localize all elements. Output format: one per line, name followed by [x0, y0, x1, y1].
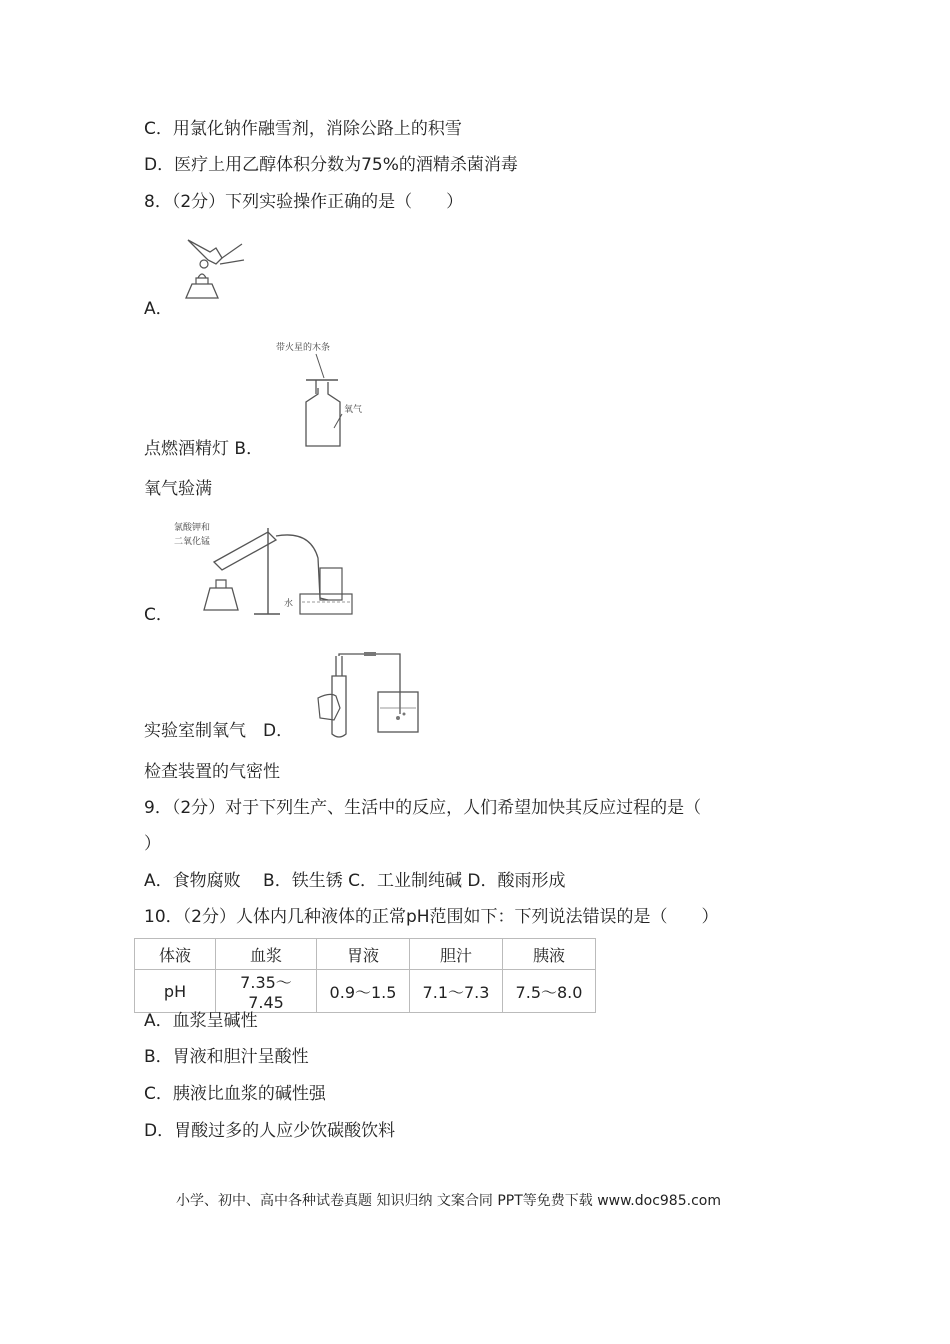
- q9-stem-line1: 9．（2分）对于下列生产、生活中的反应，人们希望加快其反应过程的是（: [144, 798, 702, 818]
- q7-option-c: C．用氯化钠作融雪剂，消除公路上的积雪: [144, 119, 462, 139]
- q8-caption-c-d: 实验室制氧气 D．: [144, 721, 294, 741]
- q9-stem-line2: ）: [144, 834, 161, 854]
- q8-label-c: C．: [144, 605, 173, 625]
- table-cell: 7.35～7.45: [216, 970, 317, 1013]
- q10-option-c: C．胰液比血浆的碱性强: [144, 1084, 326, 1104]
- figure-airtightness-check: [306, 652, 426, 740]
- q10-option-a: A．血浆呈碱性: [144, 1011, 258, 1031]
- ph-table-value-row: [135, 970, 596, 1013]
- footer-text: 小学、初中、高中各种试卷真题 知识归纳 文案合同 PPT等免费下载 www.doc985.com: [176, 1193, 721, 1209]
- fig-c-text-2: 二氧化锰: [174, 537, 211, 547]
- figure-oxygen-preparation: [170, 518, 360, 618]
- table-cell: pH: [135, 970, 216, 1013]
- table-cell: 0.9～1.5: [317, 970, 410, 1013]
- q7-option-d: D．医疗上用乙醇体积分数为75%的酒精杀菌消毒: [144, 155, 518, 175]
- table-cell: 胃液: [317, 939, 410, 970]
- table-cell: 胰液: [503, 939, 596, 970]
- figure-oxygen-full-test: [268, 338, 368, 454]
- q8-label-a: A．: [144, 299, 173, 319]
- q9-options: A．食物腐败 B．铁生锈 C．工业制纯碱 D．酸雨形成: [144, 871, 566, 891]
- q8-caption-d: 检查装置的气密性: [144, 762, 280, 782]
- fig-c-text-1: 氯酸钾和: [174, 523, 211, 533]
- q10-stem: 10．（2分）人体内几种液体的正常pH范围如下：下列说法错误的是（ ）: [144, 907, 719, 927]
- q8-caption-a-b: 点燃酒精灯 B．: [144, 439, 264, 459]
- table-cell: 体液: [135, 939, 216, 970]
- table-cell: 血浆: [216, 939, 317, 970]
- table-cell: 胆汁: [410, 939, 503, 970]
- table-cell: 7.1～7.3: [410, 970, 503, 1013]
- fig-b-text-top: 带火星的木条: [276, 343, 331, 353]
- q8-stem: 8．（2分）下列实验操作正确的是（ ）: [144, 192, 464, 212]
- fig-c-text-water: 水: [284, 599, 294, 609]
- table-cell: 7.5～8.0: [503, 970, 596, 1013]
- q8-caption-b: 氧气验满: [144, 479, 212, 499]
- q10-option-b: B．胃液和胆汁呈酸性: [144, 1047, 309, 1067]
- ph-table: [134, 938, 596, 1013]
- q10-option-d: D．胃酸过多的人应少饮碳酸饮料: [144, 1121, 396, 1141]
- ph-table-header-row: [135, 939, 596, 970]
- figure-lighting-alcohol-lamp: [172, 234, 252, 310]
- fig-b-text-side: 氧气: [344, 405, 363, 415]
